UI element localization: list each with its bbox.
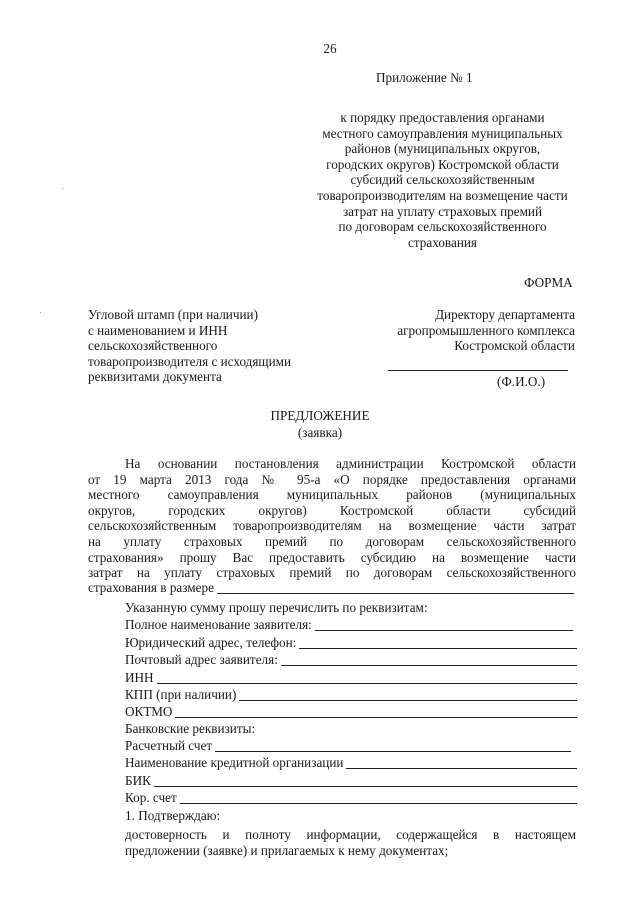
subsidy-amount-field[interactable]: [217, 593, 574, 594]
bank-requisites-label: Банковские реквизиты:: [125, 721, 256, 736]
appendix-line: к порядку предоставления органами: [340, 110, 545, 125]
form-label: ФОРМА: [524, 275, 573, 290]
inn-row: [125, 670, 577, 686]
addressee-line: Директору департамента: [435, 307, 575, 322]
oktmo-label: ОКТМО: [125, 704, 173, 719]
appendix-title: Приложение № 1: [376, 70, 473, 85]
stamp-line: с наименованием и ИНН: [88, 322, 228, 338]
fio-line: [388, 370, 568, 371]
body-line: страхования» прошу Вас предоставить субсидию на возмещение части: [88, 549, 576, 565]
stamp-block: [88, 307, 291, 385]
stamp-line: сельскохозяйственного: [88, 338, 218, 354]
appendix-line: районов (муниципальных округов,: [344, 141, 541, 157]
stamp-line: Угловой штамп (при наличии): [88, 307, 259, 322]
bik-row: [125, 773, 577, 789]
corr-account-field[interactable]: [180, 803, 577, 804]
full-name-row: [125, 617, 573, 633]
subsidy-amount-label: страхования в размере: [88, 580, 214, 595]
credit-org-field[interactable]: [346, 768, 577, 769]
bik-label: БИК: [125, 773, 151, 788]
full-name-label: Полное наименование заявителя:: [125, 617, 312, 632]
appendix-line: по договорам сельскохозяйственного: [338, 219, 547, 235]
credit-org-label: Наименование кредитной организации: [125, 755, 344, 770]
corr-account-row: [125, 790, 577, 806]
account-field[interactable]: [215, 751, 571, 752]
account-row: [125, 738, 571, 754]
appendix-line: городских округов) Костромской области: [326, 156, 559, 172]
inn-label: ИНН: [125, 670, 154, 685]
appendix-line: товаропроизводителям на возмещение части: [317, 187, 568, 203]
confirm-line: достоверность и полноту информации, содержащейся в настоящем: [125, 827, 576, 842]
confirm-text: [125, 827, 576, 858]
oktmo-row: [125, 704, 577, 720]
postal-address-label: Почтовый адрес заявителя:: [125, 652, 278, 667]
corr-account-label: Кор. счет: [125, 790, 177, 805]
appendix-line: страхования: [408, 234, 477, 250]
fio-label: (Ф.И.О.): [497, 374, 546, 389]
bik-field[interactable]: [154, 786, 577, 787]
appendix-line: субсидий сельскохозяйственным: [350, 172, 535, 188]
confirm-line: предложении (заявке) и прилагаемых к нему документах;: [125, 842, 449, 858]
confirm-point: 1. Подтверждаю:: [125, 808, 221, 823]
appendix-text: [270, 110, 615, 250]
body-line: сельскохозяйственным товаропроизводителям на возмещение части затрат: [88, 518, 576, 534]
addressee-line: Костромской области: [454, 338, 575, 354]
document-subtitle: (заявка): [297, 425, 343, 440]
body-line: местного самоуправления муниципальных районов (муниципальных: [88, 487, 576, 503]
body-line: На основании постановления администрации Костромской области: [125, 456, 576, 471]
postal-address-row: [125, 652, 577, 668]
body-line: на уплату страховых премий по договорам сельскохозяйственного: [88, 533, 576, 549]
account-label: Расчетный счет: [125, 738, 213, 753]
credit-org-row: [125, 755, 577, 771]
legal-address-row: [125, 635, 577, 651]
body-line: затрат на уплату страховых премий по договорам сельскохозяйственного: [88, 565, 576, 581]
document-title: ПРЕДЛОЖЕНИЕ: [270, 408, 370, 423]
subsidy-amount-row: [88, 580, 574, 596]
addressee-line: агропромышленного комплекса: [397, 322, 575, 338]
body-line: от 19 марта 2013 года № 95-а «О порядке предоставления органами: [88, 471, 576, 487]
full-name-field[interactable]: [315, 630, 573, 631]
addressee-block: [340, 307, 575, 354]
scan-dot: [62, 188, 63, 189]
oktmo-field[interactable]: [175, 717, 577, 718]
requisites-intro: Указанную сумму прошу перечислить по реквизитам:: [125, 600, 428, 615]
body-paragraph: [88, 456, 576, 581]
body-line: округов, городских округов) Костромской области субсидий: [88, 502, 576, 518]
appendix-line: затрат на уплату страховых премий: [342, 203, 543, 219]
kpp-row: [125, 687, 577, 703]
stamp-line: товаропроизводителя с исходящими: [88, 353, 292, 369]
legal-address-label: Юридический адрес, телефон:: [125, 635, 297, 650]
appendix-line: местного самоуправления муниципальных: [322, 125, 563, 141]
legal-address-field[interactable]: [299, 648, 577, 649]
inn-field[interactable]: [157, 683, 577, 684]
page-number: 26: [323, 41, 337, 56]
kpp-field[interactable]: [239, 700, 577, 701]
scan-dot: [40, 312, 41, 313]
postal-address-field[interactable]: [281, 665, 577, 666]
stamp-line: реквизитами документа: [88, 369, 222, 385]
kpp-label: КПП (при наличии): [125, 687, 237, 702]
